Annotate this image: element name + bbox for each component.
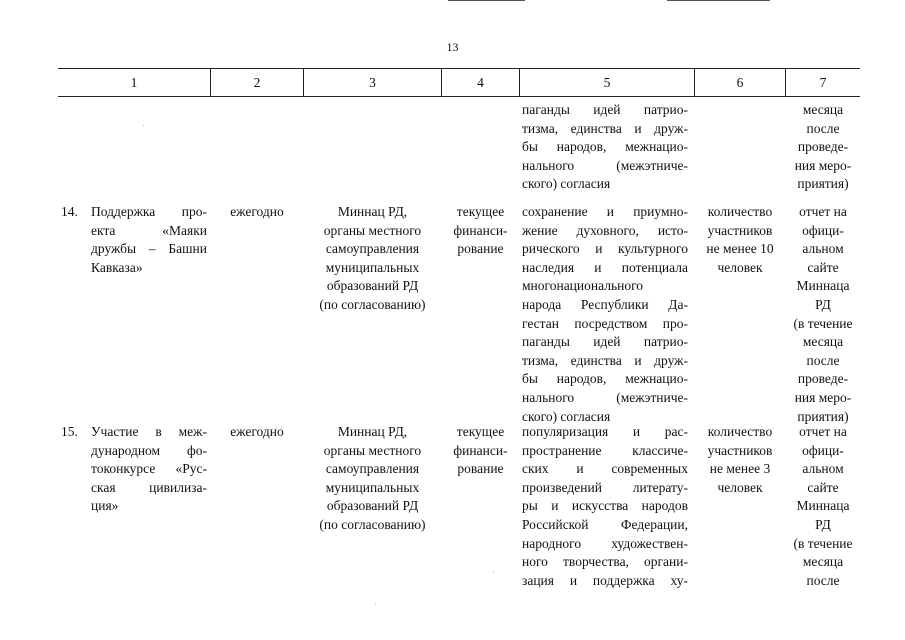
- text-line: паганды идей патрио-: [522, 334, 688, 350]
- scan-speck: [493, 571, 494, 572]
- text-line: Российской Федерации,: [522, 516, 688, 532]
- text-line: ния меро-: [794, 157, 852, 173]
- text-line: тизма, единства и друж-: [522, 120, 688, 136]
- text-line: жение духовного, исто-: [522, 222, 688, 238]
- text-line: отчет на: [799, 424, 847, 439]
- text-line: органы местного: [323, 222, 422, 238]
- text-line: текущее: [456, 204, 505, 219]
- text-line: нального (межэтниче-: [522, 157, 688, 173]
- text-line: ния меро-: [794, 389, 852, 405]
- text-line: Поддержка про-: [91, 204, 207, 219]
- text-line: участников: [707, 442, 773, 458]
- text-line: месяца: [802, 334, 844, 350]
- page-number: 13: [446, 40, 459, 54]
- text-line: тизма, единства и друж-: [522, 352, 688, 368]
- text-line: количество: [707, 424, 773, 439]
- text-line: рование: [457, 461, 504, 477]
- text-line: бы народов, межнацио-: [522, 371, 688, 387]
- text-line: Кавказа»: [91, 259, 143, 275]
- text-line: ры и искусства народов: [522, 498, 688, 514]
- text-line: РД: [815, 516, 831, 532]
- report-cell: [786, 203, 860, 426]
- text-line: (в течение: [793, 535, 853, 551]
- text-line: проведе-: [797, 139, 849, 155]
- text-line: офици-: [802, 222, 844, 238]
- text-line: произведений литерату-: [522, 479, 688, 495]
- header-col-1: 1: [130, 75, 138, 90]
- text-line: проведе-: [797, 371, 849, 387]
- funding-cell: [442, 423, 519, 479]
- text-line: гестан посредством про-: [522, 315, 688, 331]
- text-line: самоуправления: [325, 461, 420, 477]
- text-line: РД: [815, 296, 831, 312]
- text-line: отчет на: [799, 204, 847, 219]
- top-edge-rule-right: [667, 0, 770, 1]
- text-line: ция»: [91, 498, 119, 514]
- text-line: народного художествен-: [522, 535, 688, 551]
- text-line: ежегодно: [230, 204, 284, 219]
- text-line: самоуправления: [325, 241, 420, 257]
- indicator-cell: [695, 423, 785, 497]
- text-line: месяца: [802, 102, 844, 117]
- text-line: пространение классиче-: [522, 442, 688, 458]
- header-col-2: 2: [253, 75, 261, 90]
- row-number: 14.: [61, 204, 78, 219]
- goal-cell: [522, 203, 688, 426]
- text-line: зация и поддержка ху-: [522, 572, 688, 588]
- text-line: Участие в меж-: [91, 424, 207, 439]
- text-line: паганды идей патрио-: [522, 102, 688, 117]
- text-line: ежегодно: [230, 424, 284, 439]
- header-col-6: 6: [736, 75, 744, 90]
- event-cell: [91, 423, 207, 516]
- text-line: месяца: [802, 554, 844, 570]
- text-line: (по согласованию): [319, 296, 426, 312]
- text-line: финанси-: [453, 442, 508, 458]
- text-line: альном: [802, 461, 844, 477]
- text-line: рование: [457, 241, 504, 257]
- header-col-4: 4: [477, 75, 484, 90]
- text-line: офици-: [802, 442, 844, 458]
- text-line: после: [806, 572, 840, 588]
- text-line: после: [806, 120, 840, 136]
- text-line: после: [806, 352, 840, 368]
- text-line: финанси-: [453, 222, 508, 238]
- text-line: человек: [717, 259, 763, 275]
- executors-cell: [304, 203, 441, 315]
- text-line: приятия): [797, 408, 849, 424]
- text-line: количество: [707, 204, 773, 219]
- text-line: ского) согласия: [522, 408, 611, 424]
- text-line: дународном фо-: [91, 442, 207, 458]
- text-line: Миннац РД,: [337, 424, 408, 439]
- row-number: 15.: [61, 424, 78, 439]
- text-line: народа Республики Да-: [522, 296, 688, 312]
- header-col-5: 5: [603, 75, 611, 90]
- text-line: текущее: [456, 424, 505, 439]
- text-line: участников: [707, 222, 773, 238]
- scan-speck: [143, 125, 144, 126]
- text-line: образований РД: [326, 498, 419, 514]
- scan-speck: [375, 604, 376, 605]
- text-line: рического и культурного: [522, 241, 688, 257]
- text-line: сайте: [807, 259, 839, 275]
- text-line: бы народов, межнацио-: [522, 139, 688, 155]
- text-line: Миннац РД,: [337, 204, 408, 219]
- text-line: приятия): [797, 176, 849, 192]
- executors-cell: [304, 423, 441, 535]
- top-edge-rule-left: [448, 0, 525, 1]
- goal-cell: [522, 423, 688, 590]
- continuation-goal-text: [522, 101, 688, 194]
- continuation-report-text: [786, 101, 860, 194]
- header-col-7: 7: [819, 75, 827, 90]
- text-line: органы местного: [323, 442, 422, 458]
- period-cell: [211, 203, 303, 222]
- text-line: (по согласованию): [319, 516, 426, 532]
- period-cell: [211, 423, 303, 442]
- text-line: альном: [802, 241, 844, 257]
- funding-cell: [442, 203, 519, 259]
- text-line: не менее 3: [709, 461, 771, 477]
- text-line: популяризация и рас-: [522, 424, 688, 439]
- text-line: многонационального: [522, 278, 644, 294]
- text-line: дружбы – Башни: [91, 241, 207, 257]
- text-line: сайте: [807, 479, 839, 495]
- text-line: человек: [717, 479, 763, 495]
- text-line: образований РД: [326, 278, 419, 294]
- text-line: ного творчества, органи-: [522, 554, 688, 570]
- text-line: наследия и потенциала: [522, 259, 688, 275]
- text-line: Миннаца: [796, 498, 850, 514]
- text-line: сохранение и приумно-: [522, 204, 688, 219]
- report-cell: [786, 423, 860, 590]
- text-line: муниципальных: [325, 259, 420, 275]
- text-line: Миннаца: [796, 278, 850, 294]
- text-line: ская цивилиза-: [91, 479, 207, 495]
- indicator-cell: [695, 203, 785, 277]
- text-line: ского) согласия: [522, 176, 611, 192]
- text-line: ских и современных: [522, 461, 688, 477]
- text-line: нального (межэтниче-: [522, 389, 688, 405]
- header-col-3: 3: [369, 75, 376, 90]
- text-line: (в течение: [793, 315, 853, 331]
- text-line: муниципальных: [325, 479, 420, 495]
- text-line: не менее 10: [706, 241, 774, 257]
- text-line: токонкурсе «Рус-: [91, 461, 207, 477]
- event-cell: [91, 203, 207, 277]
- text-line: екта «Маяки: [91, 222, 207, 238]
